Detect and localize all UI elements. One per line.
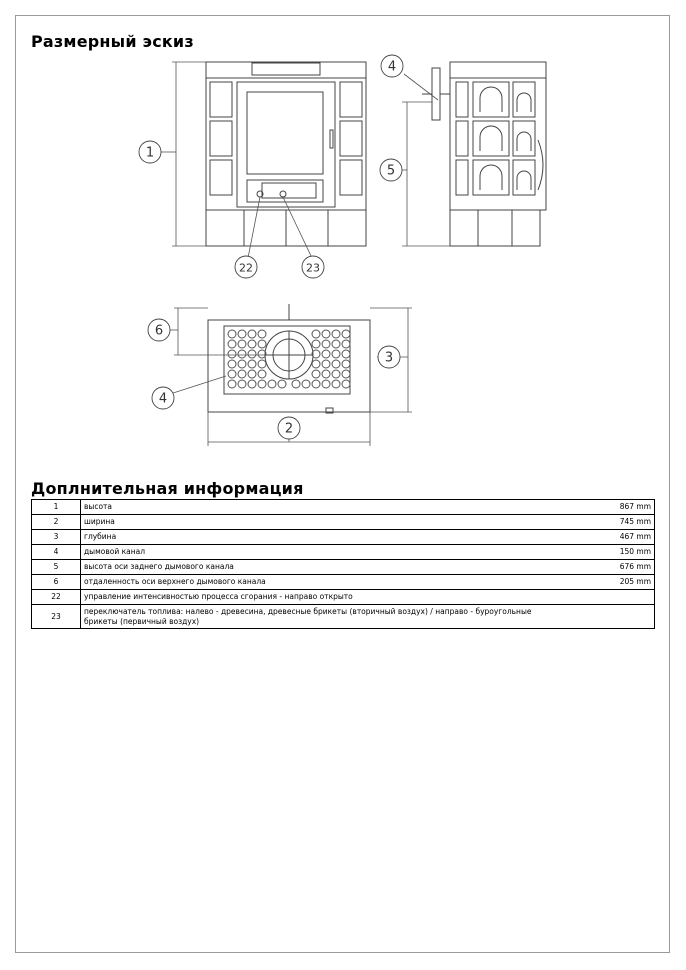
table-row	[32, 530, 655, 545]
row-value: 205 mm	[619, 577, 651, 586]
row-number: 5	[32, 560, 81, 575]
callout-label-1: 1	[145, 145, 155, 161]
row-value: 867 mm	[619, 502, 651, 511]
callout-label-5: 5	[386, 163, 396, 179]
callout-label-4-top: 4	[158, 391, 168, 407]
sketch-title: Размерный эскиз	[31, 32, 194, 51]
row-description: ширина	[84, 517, 115, 526]
row-number: 3	[32, 530, 81, 545]
row-number: 4	[32, 545, 81, 560]
table-row	[32, 575, 655, 590]
row-number: 23	[32, 605, 81, 629]
row-number: 22	[32, 590, 81, 605]
top-view	[208, 304, 370, 413]
dimension-sketch	[0, 0, 686, 470]
table-row	[32, 500, 655, 515]
row-description: переключатель топлива: налево - древесина, древесные брикеты (вторичный воздух) / направо - буроугольные брикеты (первичный воздух)	[84, 606, 532, 626]
row-description: отдаленность оси верхнего дымового канала	[84, 577, 266, 586]
side-view	[422, 62, 546, 246]
callout-label-23: 23	[306, 261, 320, 275]
row-number: 1	[32, 500, 81, 515]
callout-label-4-side: 4	[387, 59, 397, 75]
front-view	[206, 62, 366, 246]
info-title: Доплнительная информация	[31, 479, 304, 498]
table-row	[32, 560, 655, 575]
row-description: глубина	[84, 532, 117, 541]
table-row	[32, 545, 655, 560]
row-number: 6	[32, 575, 81, 590]
callout-label-3: 3	[384, 350, 394, 366]
callout-label-6: 6	[154, 323, 164, 339]
row-description: управление интенсивностью процесса сгорания - направо открыто	[84, 592, 353, 601]
table-row	[32, 515, 655, 530]
row-value: 150 mm	[619, 547, 651, 556]
table-row	[32, 590, 655, 605]
callout-label-2: 2	[284, 421, 294, 437]
callout-label-22: 22	[239, 261, 253, 275]
row-description: высота оси заднего дымового канала	[84, 562, 234, 571]
row-number: 2	[32, 515, 81, 530]
row-description: высота	[84, 502, 113, 511]
row-value: 745 mm	[619, 517, 651, 526]
row-description: дымовой канал	[84, 547, 146, 556]
row-value: 467 mm	[619, 532, 651, 541]
info-table	[31, 499, 655, 629]
row-value: 676 mm	[619, 562, 651, 571]
table-row	[32, 605, 655, 629]
